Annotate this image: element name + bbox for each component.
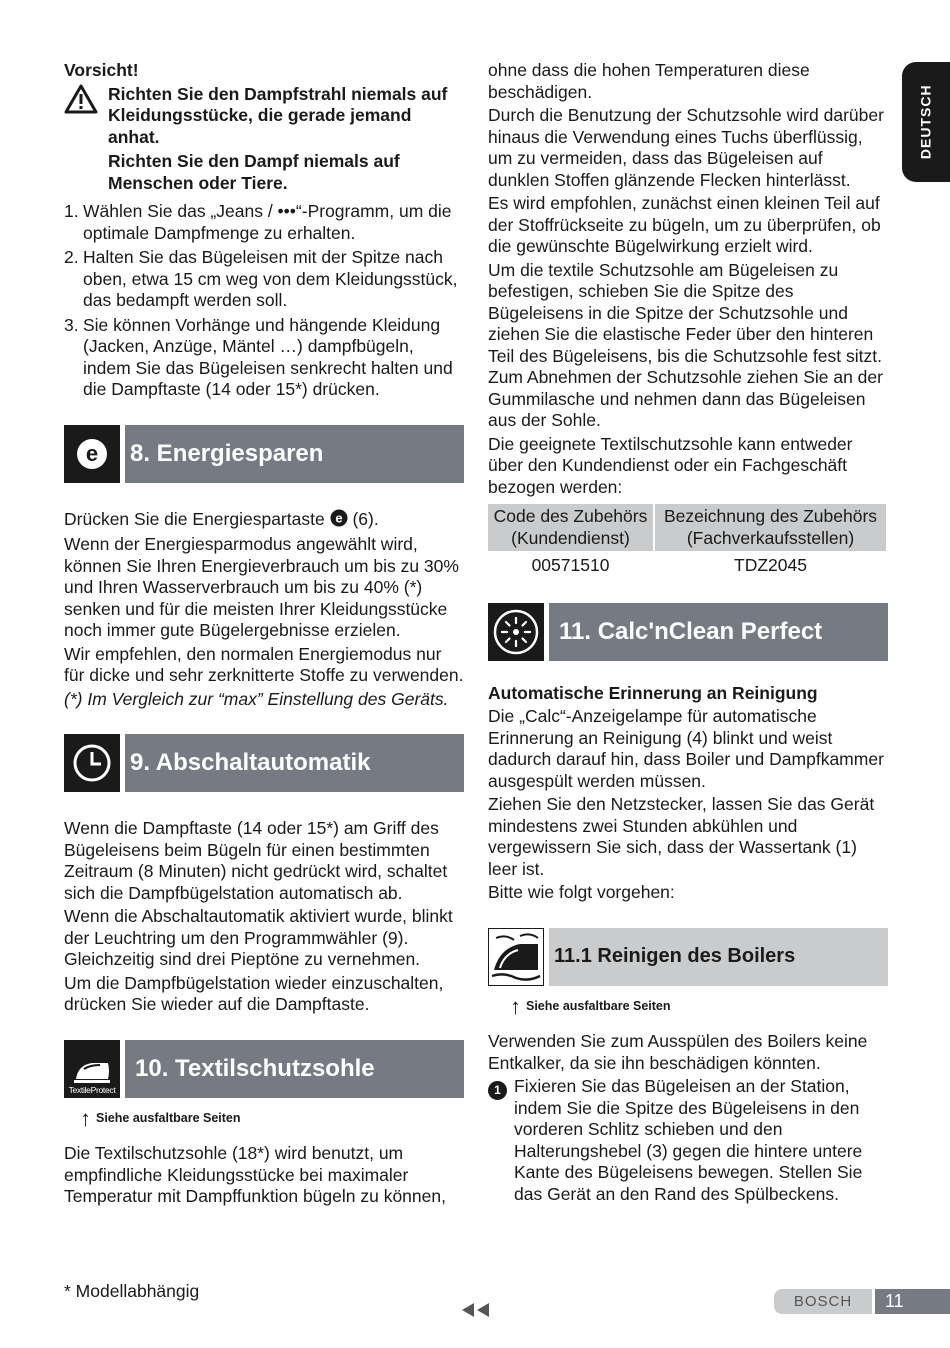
sec8-footnote: (*) Im Vergleich zur “max” Einstellung des Geräts. <box>64 688 449 709</box>
steam-steps-list <box>64 201 464 401</box>
warning-triangle-icon <box>64 84 108 198</box>
language-label: DEUTSCH <box>917 84 934 160</box>
section-11-1-title: 11.1 Reinigen des Boilers <box>549 928 888 986</box>
sec10-paragraph-6: Die geeignete Textilschutzsohle kann entweder über den Kundendienst oder ein Fachgeschäft bezogen werden: <box>488 433 853 497</box>
sec8-p1-text: Drücken Sie die Energiespartaste <box>64 508 325 529</box>
brand-label: BOSCH <box>774 1289 872 1314</box>
caution-line-2: Richten Sie den Dampf niemals auf Menschen oder Tiere. <box>108 151 400 193</box>
section-8-header <box>64 425 464 483</box>
section-11-1-header <box>488 928 888 986</box>
fold-note-text: Siehe ausfaltbare Seiten <box>526 998 671 1013</box>
list-item <box>64 315 464 401</box>
step-number: 2. <box>64 247 79 267</box>
table-cell-name: TDZ2045 <box>734 555 807 575</box>
table-header-name: Bezeichnung des Zubehörs (Fachverkaufsstellen) <box>655 504 886 551</box>
sec11-paragraph-2: Ziehen Sie den Netzstecker, lassen Sie das Gerät mindestens zwei Stunden abkühlen und vergewissern Sie sich, dass der Wassertank (1) leer ist. <box>488 794 875 879</box>
table-header-code: Code des Zubehörs (Kundendienst) <box>488 504 653 551</box>
step-text: Sie können Vorhänge und hängende Kleidung (Jacken, Anzüge, Mäntel …) dampfbügeln, indem Sie das Bügeleisen senkrecht halten und die Dampftaste (14 oder 15*) drücken. <box>83 314 453 399</box>
section-8-title: 8. Energiesparen <box>125 425 464 483</box>
list-item <box>64 247 464 312</box>
sec8-p1-ref: (6). <box>352 508 379 529</box>
arrow-up-icon: ↑ <box>510 994 521 1019</box>
sec8-paragraph-3: Wir empfehlen, den normalen Energiemodus nur für dicke und sehr zerknitterte Stoffe zu verwenden. <box>64 643 464 685</box>
section-10-header <box>64 1040 464 1098</box>
sec10-paragraph-2: ohne dass die hohen Temperaturen diese beschädigen. <box>488 60 810 102</box>
page-number: 11 <box>875 1289 950 1314</box>
right-column <box>488 60 888 1205</box>
sec9-paragraph-1: Wenn die Dampftaste (14 oder 15*) am Griff des Bügeleisens beim Bügeln für einen bestimmten Zeitraum (8 Minuten) nicht gedrückt wird, schaltet sich die Dampfbügelstation automatisch ab. <box>64 818 448 903</box>
caution-block <box>64 84 464 198</box>
sec8-paragraph-2: Wenn der Energiesparmodus angewählt wird, können Sie Ihren Energieverbrauch um bis zu 30% und Ihren Wasserverbrauch um bis zu 40% (*) senken und für die meisten Ihrer Kleidungsstücke noch immer gute Bügelergebnisse erzielen. <box>64 534 459 640</box>
sec10-paragraph-1: Die Textilschutzsohle (18*) wird benutzt, um empfindliche Kleidungsstücke bei maximaler Temperatur mit Dampffunktion bügeln zu können, <box>64 1143 446 1206</box>
boiler-rinse-icon <box>488 928 544 986</box>
step-text: Halten Sie das Bügeleisen mit der Spitze nach oben, etwa 15 cm weg von dem Kleidungsstück, das bedampft werden soll. <box>83 247 458 310</box>
sec11-paragraph-1: Die „Calc“-Anzeigelampe für automatische Erinnerung an Reinigung (4) blinkt und weist dadurch darauf hin, dass Boiler und Dampfkammer ausgespült werden müssen. <box>488 706 884 791</box>
sec9-paragraph-3: Um die Dampfbügelstation wieder einzuschalten, drücken Sie wieder auf die Dampftaste. <box>64 972 444 1014</box>
sec10-paragraph-3: Durch die Benutzung der Schutzsohle wird darüber hinaus die Verwendung eines Tuchs überflüssig, um zu vermeiden, dass das Bügeleisen auf dunklen Stoffen glänzende Flecken hinterlässt. <box>488 105 884 190</box>
step-number-badge: 1 <box>488 1081 507 1100</box>
textile-protect-label: TextileProtect <box>68 1084 116 1095</box>
step-number: 1. <box>64 201 79 221</box>
footnote: * Modellabhängig <box>64 1281 200 1301</box>
fold-out-note <box>510 996 888 1018</box>
svg-text:e: e <box>85 440 99 466</box>
eco-inline-icon <box>330 509 348 533</box>
calc-clean-icon <box>488 603 544 661</box>
step-text: Wählen Sie das „Jeans / •••“-Programm, um die optimale Dampfmenge zu erhalten. <box>83 201 452 243</box>
arrow-up-icon: ↑ <box>80 1106 91 1131</box>
section-9-header <box>64 734 464 792</box>
sec10-paragraph-4: Es wird empfohlen, zunächst einen kleinen Teil auf der Stoffrückseite zu bügeln, um zu überprüfen, ob die gewünschte Bügelwirkung erzielt wird. <box>488 193 881 256</box>
section-11-header <box>488 603 888 661</box>
sec8-paragraph-1 <box>64 509 464 533</box>
step-number: 3. <box>64 314 79 335</box>
textile-protect-icon <box>64 1040 120 1098</box>
sec11-subheading: Automatische Erinnerung an Reinigung <box>488 682 818 703</box>
list-item <box>64 201 464 244</box>
caution-title: Vorsicht! <box>64 60 139 80</box>
eco-icon <box>64 425 120 483</box>
previous-page-icon[interactable] <box>462 1303 490 1317</box>
list-item <box>488 1076 888 1205</box>
clock-icon <box>64 734 120 792</box>
fold-note-text: Siehe ausfaltbare Seiten <box>96 1110 241 1125</box>
table-header-row <box>488 504 886 551</box>
language-tab <box>902 62 950 182</box>
section-10-title: 10. Textilschutzsohle <box>125 1040 464 1098</box>
svg-text:e: e <box>334 510 343 525</box>
sec10-paragraph-5: Um die textile Schutzsohle am Bügeleisen zu befestigen, schieben Sie die Spitze des Bügeleisens in die Spitze der Schutzsohle und ziehen Sie die elastische Feder über den hinteren Teil des Bügeleisens, bis die Schutzsohle fest sitzt. Zum Abnehmen der Schutzsohle ziehen Sie an der Gummilasche und nehmen dann das Bügeleisen aus der Sohle. <box>488 259 883 430</box>
sec11-paragraph-3: Bitte wie folgt vorgehen: <box>488 882 675 902</box>
section-9-title: 9. Abschaltautomatik <box>125 734 464 792</box>
accessory-table <box>486 504 888 577</box>
sec9-paragraph-2: Wenn die Abschaltautomatik aktiviert wurde, blinkt der Leuchtring um den Programmwähler (9). Gleichzeitig sind drei Pieptöne zu vernehmen. <box>64 906 453 969</box>
table-row <box>488 551 886 577</box>
sec11-1-paragraph-1: Verwenden Sie zum Ausspülen des Boilers keine Entkalker, da sie ihn beschädigen könnten. <box>488 1031 868 1073</box>
left-column <box>64 60 464 1210</box>
table-cell-code: 00571510 <box>531 555 610 575</box>
section-11-title: 11. Calc'nClean Perfect <box>549 603 888 661</box>
fold-out-note <box>80 1108 464 1130</box>
caution-line-1: Richten Sie den Dampfstrahl niemals auf Kleidungsstücke, die gerade jemand anhat. <box>108 83 448 147</box>
step-text: Fixieren Sie das Bügeleisen an der Station, indem Sie die Spitze des Bügeleisens in den vorderen Schlitz schieben und den Halterungshebel (3) gegen die hintere untere Kante des Bügeleisens bewegen. Stellen Sie das Gerät an den Rand des Spülbeckens. <box>514 1076 863 1204</box>
